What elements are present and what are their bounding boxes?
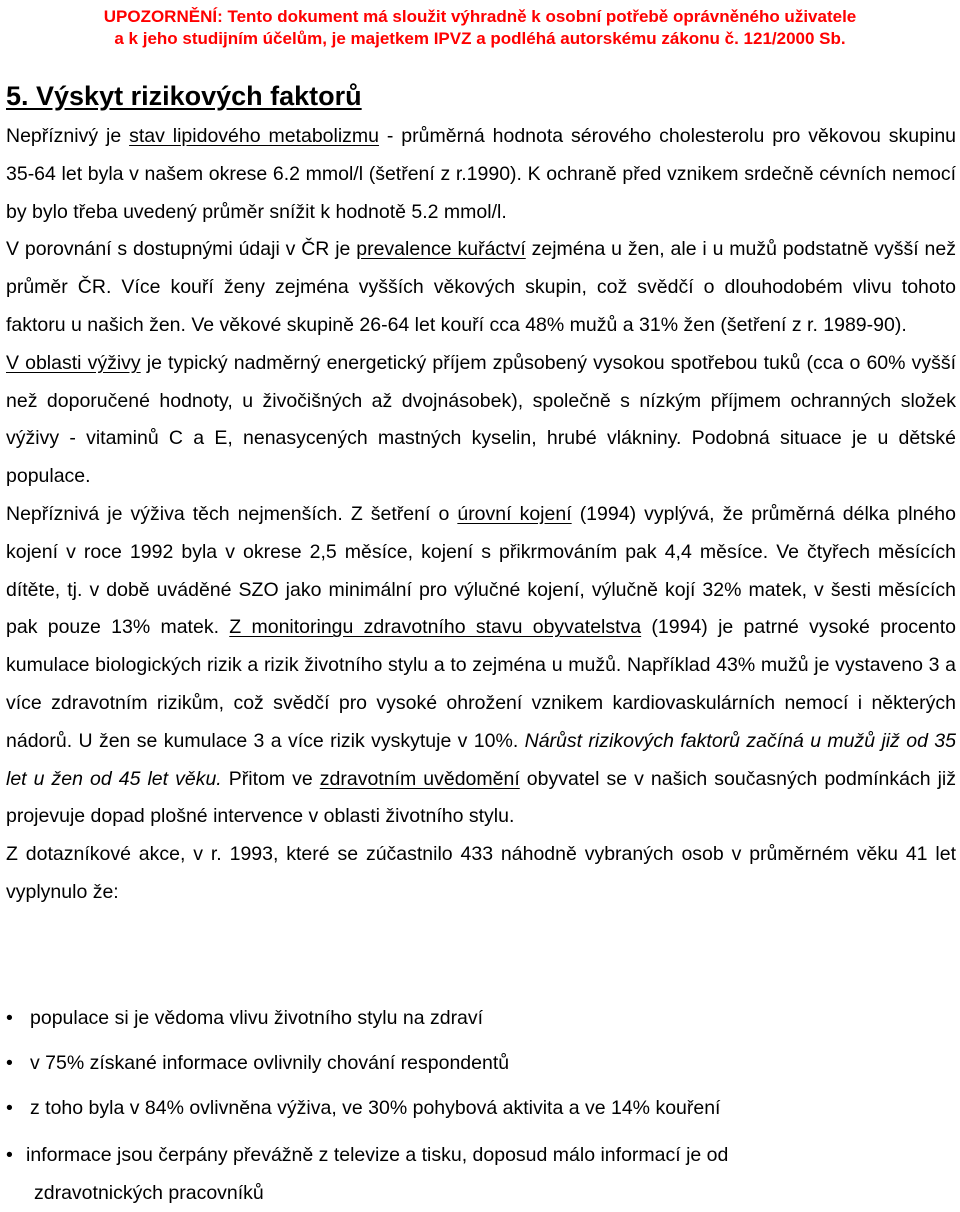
document-body: [6, 118, 956, 912]
paragraph-text: Nepříznivý je: [6, 125, 130, 147]
list-item: [6, 1090, 720, 1127]
bullet-icon: •: [6, 1052, 13, 1074]
paragraph-text: obyvatel se v našich současných podmínkách již projevuje dopad plošné intervence v oblasti životního stylu.: [6, 767, 957, 828]
underlined-term-lipid-metabolism: stav lipidového metabolizmu: [129, 125, 380, 147]
list-item-text: v 75% získané informace ovlivnily chování respondentů: [30, 1052, 510, 1074]
copyright-notice-line-1: UPOZORNĚNÍ: Tento dokument má sloužit výhradně k osobní potřebě oprávněného uživatele: [103, 7, 857, 26]
bullet-icon: •: [6, 1097, 13, 1119]
bullet-icon: •: [6, 1144, 13, 1166]
paragraph-text: - průměrná hodnota sérového cholesterolu pro věkovou skupinu 35-64 let byla v našem okrese 6.2 mmol/l (šetření z r.1990). K ochraně před vznikem srdečně cévních nemocí by bylo třeba uvedený průměr snížit k hodnotě 5.2 mmol/l.: [6, 125, 957, 223]
paragraph-smoking: [6, 231, 956, 344]
list-item: [6, 1045, 509, 1082]
bullet-icon: •: [6, 1007, 13, 1029]
paragraph-lipid-metabolism: [6, 118, 956, 231]
underlined-term-health-monitoring: Z monitoringu zdravotního stavu obyvatelstva: [229, 616, 642, 639]
underlined-term-health-awareness: zdravotním uvědomění: [319, 767, 520, 790]
list-item: [6, 1136, 728, 1212]
paragraph-text: Nepříznivá je výživa těch nejmenších. Z šetření o: [6, 502, 458, 525]
paragraph-text: V porovnání s dostupnými údaji v ČR je: [6, 238, 357, 261]
list-item-text: populace si je vědoma vlivu životního stylu na zdraví: [30, 1007, 484, 1029]
list-item: [6, 1000, 483, 1037]
underlined-term-breastfeeding-level: úrovní kojení: [457, 502, 572, 525]
paragraph-survey-intro: Z dotazníkové akce, v r. 1993, které se zúčastnilo 433 náhodně vybraných osob v průměrném věku 41 let vyplynulo že:: [6, 843, 956, 903]
paragraph-text: (1994) vyplývá, že průměrná délka plného kojení v roce 1992 byla v okrese 2,5 měsíce, kojení s přikrmováním pak 4,4 měsíce. Ve čtyřech měsících dítěte, tj. v době uváděné SZO jako minimální pro výlučné kojení, výlučně kojí 32% matek, v šesti měsících pak pouze 13% matek.: [6, 502, 956, 639]
paragraph-text: Přitom ve: [221, 767, 320, 790]
section-title: 5. Výskyt rizikových faktorů: [6, 81, 362, 111]
underlined-term-smoking-prevalence: prevalence kuřáctví: [356, 238, 526, 261]
list-item-text-continuation: zdravotnických pracovníků: [34, 1182, 264, 1204]
paragraph-nutrition: [6, 345, 956, 496]
list-item-text: informace jsou čerpány převážně z televize a tisku, doposud málo informací je od: [26, 1144, 729, 1166]
copyright-notice-line-2: a k jeho studijním účelům, je majetkem IPVZ a podléhá autorskému zákonu č. 121/2000 Sb.: [114, 29, 846, 48]
list-item-text: z toho byla v 84% ovlivněna výživa, ve 30% pohybová aktivita a ve 14% kouření: [30, 1097, 721, 1119]
paragraph-text: (1994) je patrné vysoké procento kumulace biologických rizik a rizik životního stylu a to zejména u mužů. Například 43% mužů je vystaveno 3 a více zdravotním rizikům, což svědčí pro vysoké ohrožení vznikem kardiovaskulárních nemocí i některých nádorů. U žen se kumulace 3 a více rizik vyskytuje v 10%.: [6, 616, 956, 752]
paragraph-breastfeeding-monitoring: [6, 496, 956, 836]
italic-risk-factor-statement: Nárůst rizikových faktorů začíná u mužů již od 35 let u žen od 45 let věku.: [6, 729, 956, 790]
paragraph-text: zejména u žen, ale i u mužů podstatně vyšší než průměr ČR. Více kouří ženy zejména vyšších věkových skupin, což svědčí o dlouhodobém vlivu tohoto faktoru u našich žen. Ve věkové skupině 26-64 let kouří cca 48% mužů a 31% žen (šetření z r. 1989-90).: [6, 238, 956, 336]
copyright-notice: [0, 0, 960, 50]
paragraph-text: je typický nadměrný energetický příjem způsobený vysokou spotřebou tuků (cca o 60% vyšší než doporučené hodnoty, u živočišných až dvojnásobek), společně s nízkým příjmem ochranných složek výživy - vitaminů C a E, nenasycených mastných kyselin, hrubé vlákniny. Podobná situace je u dětské populace.: [6, 351, 956, 488]
underlined-term-nutrition: V oblasti výživy: [6, 351, 141, 374]
